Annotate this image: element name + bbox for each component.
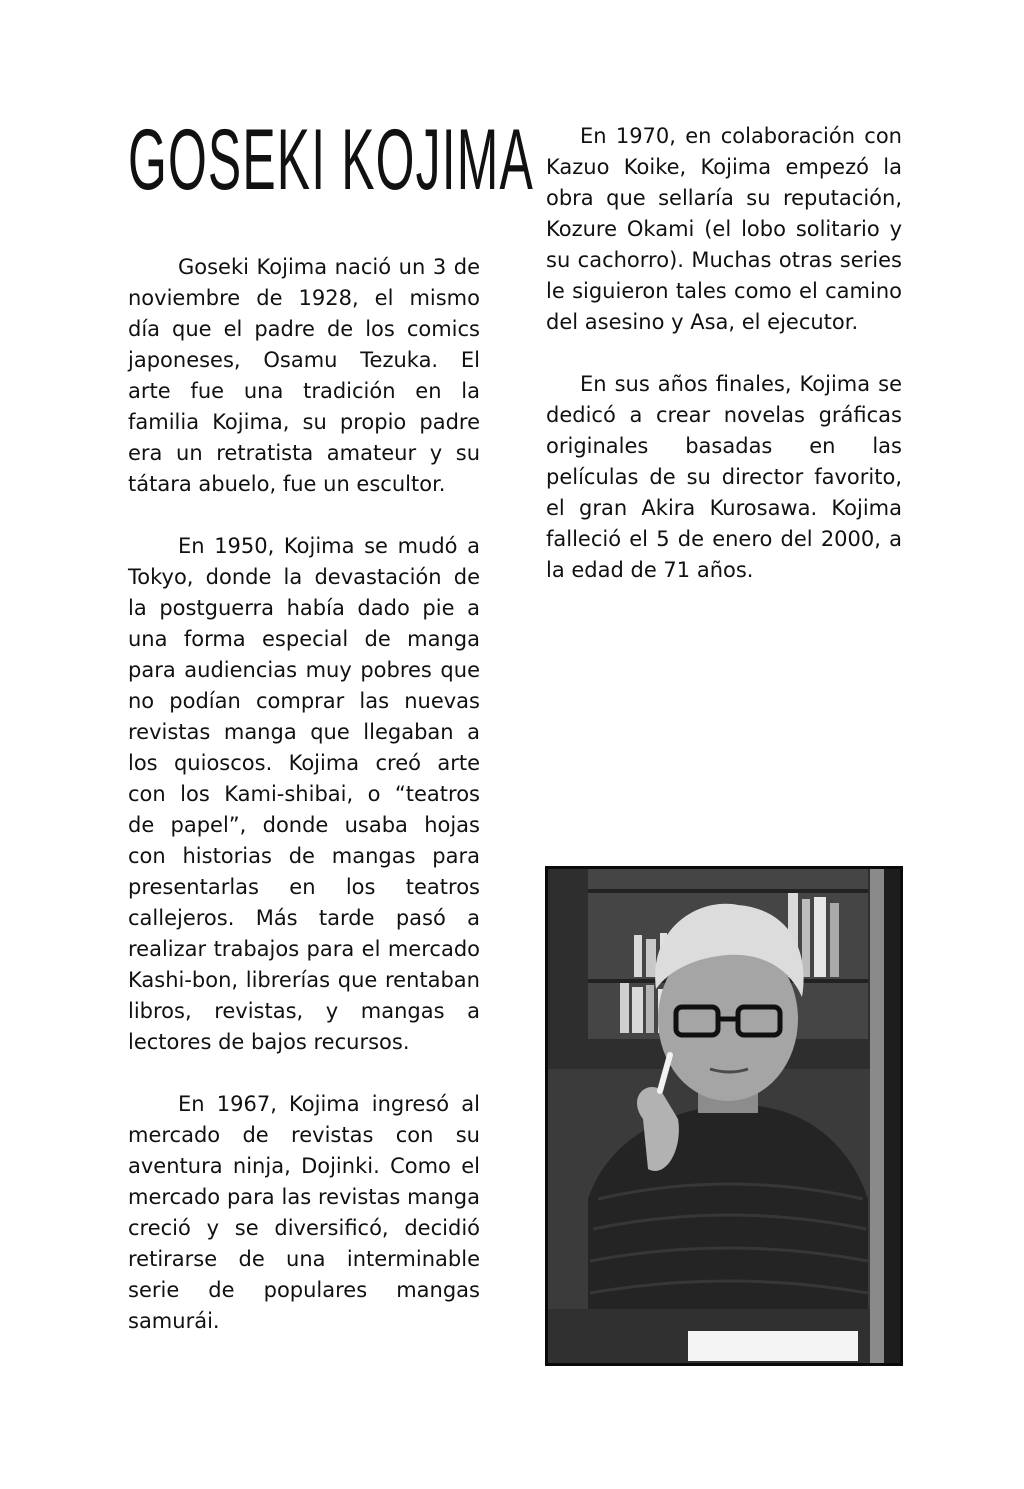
right-column [546,121,902,617]
portrait-illustration [548,869,900,1363]
paragraph-tokyo: En 1950, Kojima se mudó a Tokyo, donde la devastación de la postguerra había dado pie a una forma especial de manga para audiencias muy pobres que no podían comprar las nuevas revistas manga que llegaban a los quioscos. Kojima creó arte con los Kami-shibai, o “teatros de papel”, donde usaba hojas con historias de mangas para presentarlas en los teatros callejeros. Más tarde pasó a realizar trabajos para el mercado Kashi-bon, librerías que rentaban libros, revistas, y mangas a lectores de bajos recursos. [128,534,480,1054]
page-title: GOSEKI KOJIMA [128,112,534,208]
paragraph-kozure-okami: En 1970, en colaboración con Kazuo Koike, Kojima empezó la obra que sellaría su reputación, Kozure Okami (el lobo solitario y su cachorro). Muchas otras series le siguieron tales como el camino del asesino y Asa, el ejecutor. [546,124,902,334]
portrait-photo [545,866,903,1366]
left-column [128,252,480,1368]
paragraph-birth: Goseki Kojima nació un 3 de noviembre de 1928, el mismo día que el padre de los comics japoneses, Osamu Tezuka. El arte fue una tradición en la familia Kojima, su propio padre era un retratista amateur y su tátara abuelo, fue un escultor. [128,255,480,496]
paragraph-dojinki: En 1967, Kojima ingresó al mercado de revistas con su aventura ninja, Dojinki. Como el mercado para las revistas manga creció y se diversificó, decidió retirarse de una interminable serie de populares mangas samurái. [128,1092,480,1333]
paragraph-final-years: En sus años finales, Kojima se dedicó a crear novelas gráficas originales basadas en las películas de su director favorito, el gran Akira Kurosawa. Kojima falleció el 5 de enero del 2000, a la edad de 71 años. [546,372,902,582]
